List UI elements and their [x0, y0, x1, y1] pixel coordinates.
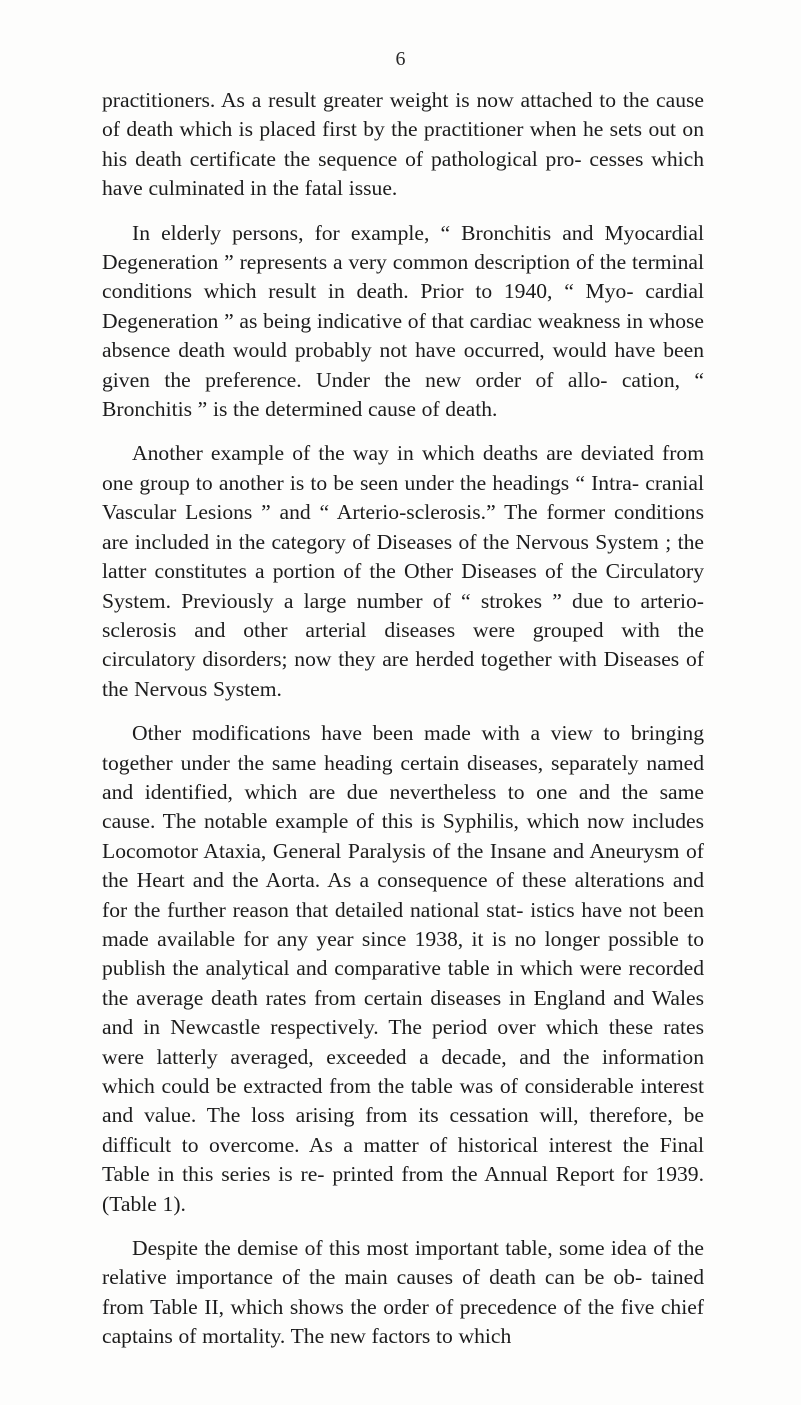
paragraph-5: Despite the demise of this most important table, some idea of the relative importance of the main causes of death can be ob- tained from Table II, which shows the order of precedence of the five chief captains of mortality. The new factors to which — [102, 1236, 704, 1349]
paragraph-4: Other modifications have been made with a view to bringing together under the same heading certain diseases, separately named and identified, which are due nevertheless to one and the same cause. The notable example of this is Syphilis, which now includes Locomotor Ataxia, General Paralysis of the Insane and Aneurysm of the Heart and the Aorta. As a consequence of these alterations and for the further reason that detailed national stat- istics have not been made available for any year since 1938, it is no longer possible to publish the analytical and comparative table in which were recorded the average death rates from certain diseases in England and Wales and in Newcastle respectively. The period over which these rates were latterly averaged, exceeded a decade, and the information which could be extracted from the table was of considerable interest and value. The loss arising from its cessation will, therefore, be difficult to overcome. As a matter of historical interest the Final Table in this series is re- printed from the Annual Report for 1939. (Table 1). — [102, 721, 704, 1216]
page-number: 6 — [395, 48, 406, 70]
paragraph-3: Another example of the way in which deaths are deviated from one group to another is to be seen under the headings “ Intra- cranial Vascular Lesions ” and “ Arterio-sclerosis.” The former conditions are included in the category of Diseases of the Nervous System ; the latter constitutes a portion of the Other Diseases of the Circulatory System. Previously a large number of “ strokes ” due to arterio-sclerosis and other arterial diseases were grouped with the circulatory disorders; now they are herded together with Diseases of the Nervous System. — [102, 441, 704, 701]
paragraph-1: practitioners. As a result greater weight is now attached to the cause of death which is placed first by the practitioner when he sets out on his death certificate the sequence of pathological pro- cesses which have culminated in the fatal issue. — [102, 88, 704, 201]
paragraph-2: In elderly persons, for example, “ Bronchitis and Myocardial Degeneration ” represents a very common description of the terminal conditions which result in death. Prior to 1940, “ Myo- cardial Degeneration ” as being indicative of that cardiac weakness in whose absence death would probably not have occurred, would have been given the preference. Under the new order of allo- cation, “ Bronchitis ” is the determined cause of death. — [102, 220, 704, 422]
body-text — [102, 86, 704, 1367]
